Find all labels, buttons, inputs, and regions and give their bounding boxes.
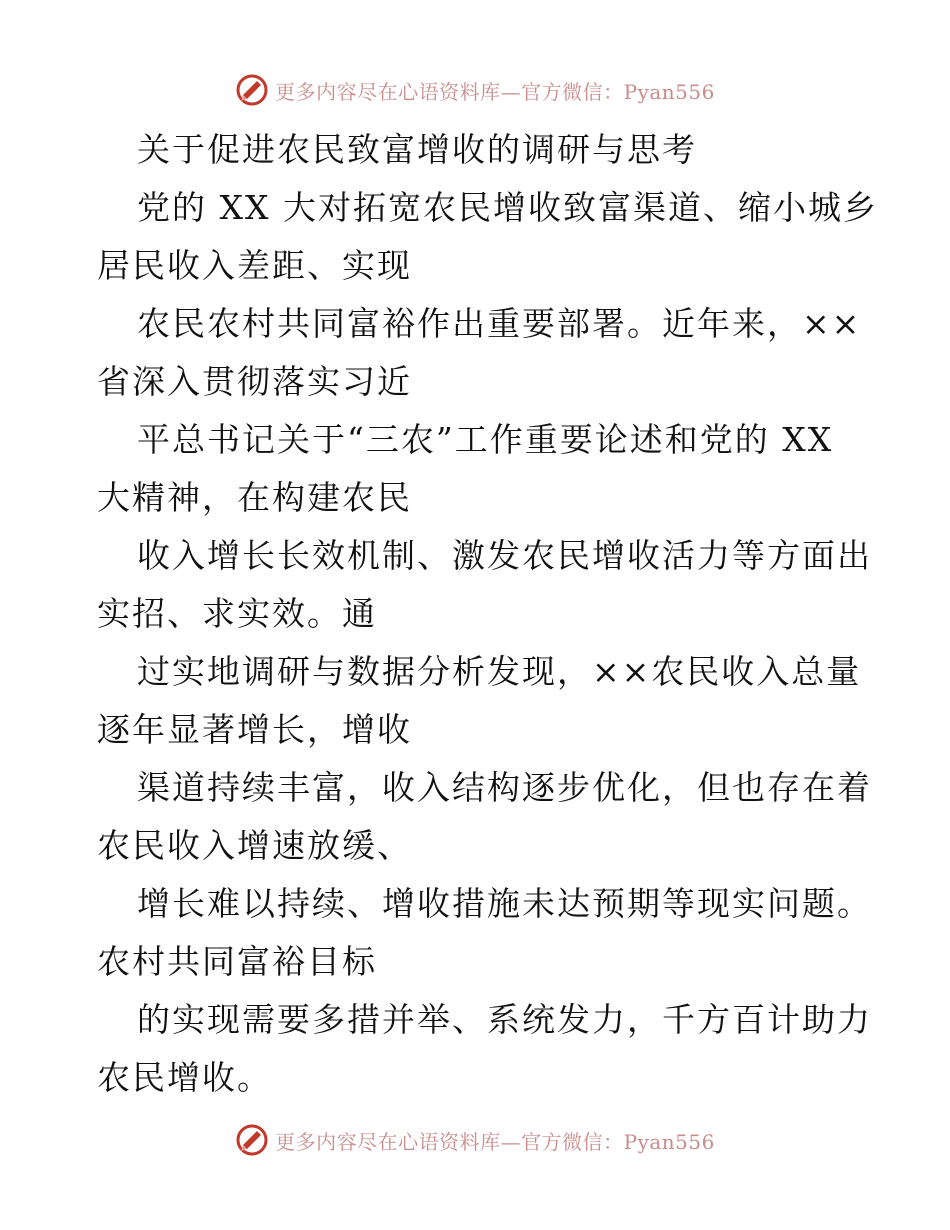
text-line: 实招、求实效。通 — [97, 594, 377, 633]
text-line: 农民收入增速放缓、 — [97, 826, 412, 865]
brand-logo-icon — [235, 1123, 269, 1157]
text-line: 大精神，在构建农民 — [97, 478, 412, 517]
paragraph — [97, 643, 862, 759]
paragraph — [97, 411, 857, 527]
text-line: 的实现需要多措并举、系统发力，千方百计助力 — [137, 1000, 872, 1039]
text-line: 增长难以持续、增收措施未达预期等现实问题。 — [137, 884, 872, 923]
paragraph — [97, 991, 872, 1107]
brand-logo-icon — [235, 73, 269, 107]
paragraph — [97, 527, 872, 643]
paragraph — [97, 179, 878, 295]
footer-banner — [0, 1120, 950, 1160]
header-banner — [0, 70, 950, 110]
text-line: 平总书记关于“三农”工作重要论述和党的 XX — [137, 420, 834, 459]
text-line: 农民增收。 — [97, 1058, 272, 1097]
header-banner-inner — [235, 73, 715, 107]
text-line: 关于促进农民致富增收的调研与思考 — [137, 130, 697, 169]
header-banner-text: 更多内容尽在心语资料库—官方微信：Pyan556 — [275, 79, 715, 104]
text-line: 农民农村共同富裕作出重要部署。近年来，×× — [137, 304, 862, 343]
document-title — [97, 121, 857, 179]
text-line: 收入增长长效机制、激发农民增收活力等方面出 — [137, 536, 872, 575]
text-line: 党的 XX 大对拓宽农民增收致富渠道、缩小城乡 — [137, 188, 878, 227]
text-line: 逐年显著增长，增收 — [97, 710, 412, 749]
text-line: 农村共同富裕目标 — [97, 942, 377, 981]
paragraph — [97, 295, 862, 411]
footer-banner-text: 更多内容尽在心语资料库—官方微信：Pyan556 — [275, 1129, 715, 1154]
paragraph — [97, 759, 872, 875]
text-line: 省深入贯彻落实习近 — [97, 362, 412, 401]
text-line: 居民收入差距、实现 — [97, 246, 412, 285]
document-body — [97, 121, 878, 1107]
footer-banner-inner — [235, 1123, 715, 1157]
text-line: 过实地调研与数据分析发现，××农民收入总量 — [137, 652, 862, 691]
text-line: 渠道持续丰富，收入结构逐步优化，但也存在着 — [137, 768, 872, 807]
paragraph — [97, 875, 872, 991]
